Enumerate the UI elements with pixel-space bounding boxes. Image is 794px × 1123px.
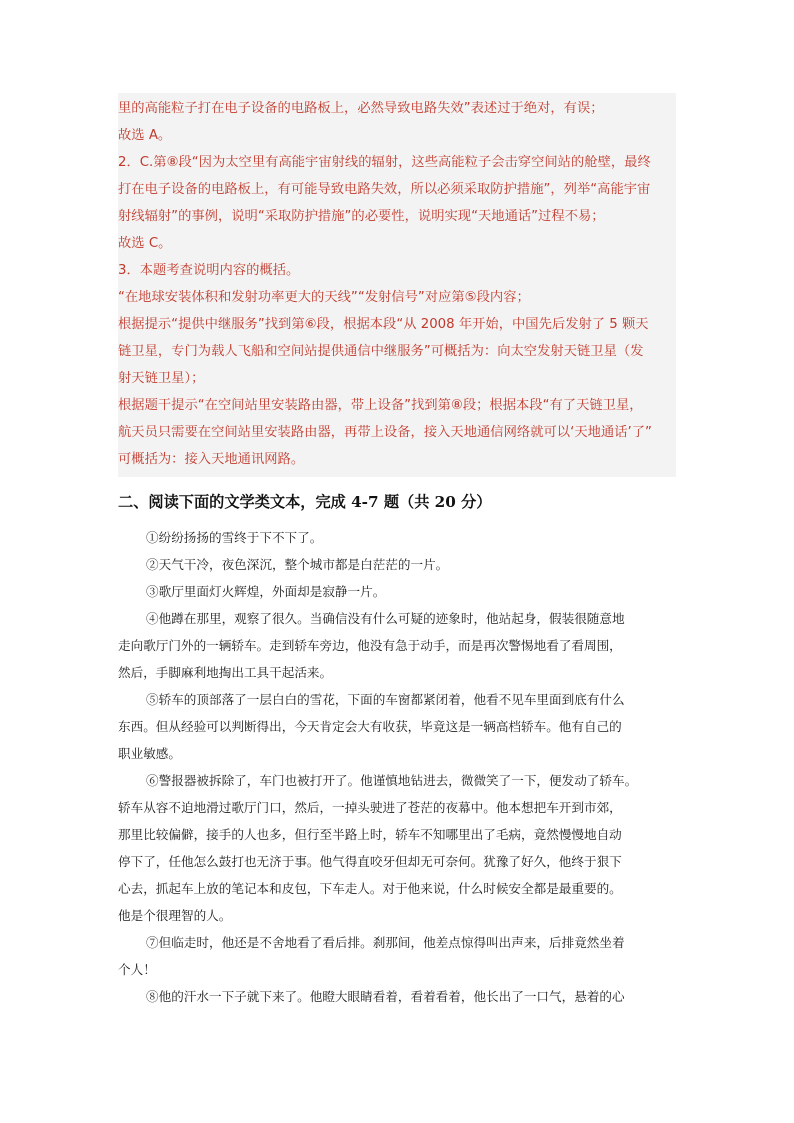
story-line: 走向歌厅门外的一辆轿车。走到轿车旁边，他没有急于动手，而是再次警惕地看了看周围，	[118, 638, 622, 653]
story-line: 他是个很理智的人。	[118, 908, 232, 923]
answer-explanation-box	[118, 93, 676, 477]
answer-line: 故选 A。	[118, 128, 172, 143]
story-line: ③歌厅里面灯火辉煌，外面却是寂静一片。	[146, 584, 386, 599]
answer-line: 打在电子设备的电路板上，有可能导致电路失效，所以必须采取防护措施”，列举“高能宇宙	[118, 182, 651, 197]
story-line: 然后，手脚麻利地掏出工具干起活来。	[118, 665, 333, 680]
story-line: 那里比较偏僻，接手的人也多，但行至半路上时，轿车不知哪里出了毛病，竟然慢慢地自动	[118, 827, 622, 842]
answer-line: 3．本题考查说明内容的概括。	[118, 263, 300, 278]
story-line: ④他蹲在那里，观察了很久。当确信没有什么可疑的迹象时，他站起身，假装很随意地	[146, 611, 625, 626]
answer-line: 根据题干提示“在空间站里安装路由器，带上设备”找到第⑧段；根据本段“有了天链卫星，	[118, 398, 643, 413]
story-line: ⑤轿车的顶部落了一层白白的雪花，下面的车窗都紧闭着，他看不见车里面到底有什么	[146, 692, 625, 707]
story-line: ⑥警报器被拆除了，车门也被打开了。他谨慎地钻进去，微微笑了一下，便发动了轿车。	[146, 773, 638, 788]
story-line: 东西。但从经验可以判断得出，今天肯定会大有收获，毕竟这是一辆高档轿车。他有自己的	[118, 719, 622, 734]
answer-line: 链卫星，专门为载人飞船和空间站提供通信中继服务”可概括为：向太空发射天链卫星（发	[118, 344, 644, 359]
answer-line: 2．C.第⑧段“因为太空里有高能宇宙射线的辐射，这些高能粒子会击穿空间站的舱壁，最终	[118, 155, 651, 170]
section-heading: 二、阅读下面的文学类文本，完成 4-7 题（共 20 分）	[118, 493, 492, 511]
answer-line: 可概括为：接入天地通讯网路。	[118, 452, 305, 467]
answer-line: 航天员只需要在空间站里安装路由器，再带上设备，接入天地通信网络就可以‘天地通话’了”	[118, 425, 652, 440]
story-line: 职业敏感。	[118, 746, 181, 761]
answer-line: 故选 C。	[118, 236, 172, 251]
answer-line: 射线辐射”的事例，说明“采取防护措施”的必要性，说明实现“天地通话”过程不易；	[118, 209, 605, 224]
story-line: 个人！	[118, 962, 156, 977]
story-line: 轿车从容不迫地滑过歌厅门口，然后，一掉头驶进了苍茫的夜幕中。他本想把车开到市郊，	[118, 800, 622, 815]
story-line: 停下了，任他怎么鼓打也无济于事。他气得直咬牙但却无可奈何。犹豫了好久，他终于狠下	[118, 854, 622, 869]
story-line: 心去，抓起车上放的笔记本和皮包，下车走人。对于他来说，什么时候安全都是最重要的。	[118, 881, 622, 896]
story-line: ⑧他的汗水一下子就下来了。他瞪大眼睛看着，看着看着，他长出了一口气，悬着的心	[146, 989, 625, 1004]
story-text	[118, 524, 680, 1010]
answer-line: 根据提示“提供中继服务”找到第⑥段，根据本段“从 2008 年开始，中国先后发射了 5 颗天	[118, 317, 649, 332]
story-line: ①纷纷扬扬的雪终于下不下了。	[146, 530, 323, 545]
story-line: ②天气干冷，夜色深沉，整个城市都是白茫茫的一片。	[146, 557, 449, 572]
answer-line: 里的高能粒子打在电子设备的电路板上，必然导致电路失效”表述过于绝对，有误；	[118, 101, 604, 116]
answer-line: 射天链卫星）；	[118, 371, 205, 386]
story-line: ⑦但临走时，他还是不舍地看了看后排。刹那间，他差点惊得叫出声来，后排竟然坐着	[146, 935, 625, 950]
answer-line: “在地球安装体积和发射功率更大的天线”“发射信号”对应第⑤段内容；	[118, 290, 530, 305]
